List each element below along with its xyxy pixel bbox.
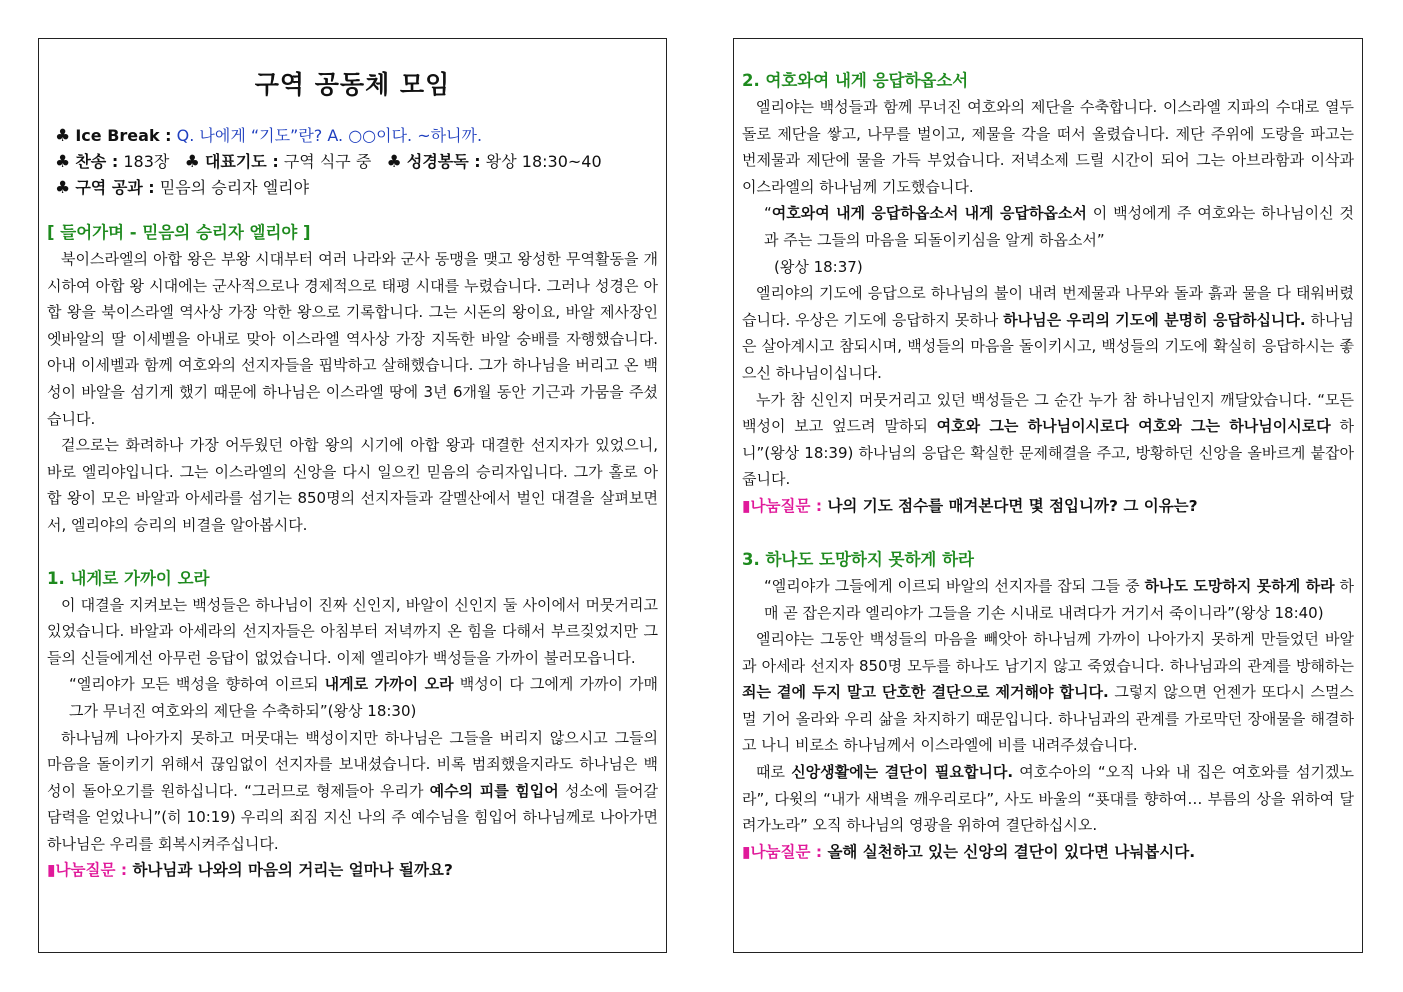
reading-value: 왕상 18:30~40	[485, 152, 602, 171]
quote-text: 이 백성에게 주 여호와는 하나님이신 것과 주는 그들의 마음을 되돌이키심을 알게 하옵소서”	[764, 204, 1354, 249]
quote-emphasis: 하나도 도망하지 못하게 하라	[1144, 576, 1335, 595]
section-1-paragraph-1: 이 대결을 지켜보는 백성들은 하나님이 진짜 신인지, 바알이 신인지 둘 사이에서 머뭇거리고 있었습니다. 바알과 아세라의 선지자들은 아침부터 저녁까지 온 힘을 다해서 부르짖었지만 그들의 신들에게선 아무런 응답이 없었습니다. 이제 엘리야가 백성들을 가까이 불러모읍니다.	[47, 595, 658, 667]
lesson-label: 구역 공과 :	[75, 178, 155, 197]
share-question-2	[742, 493, 1354, 520]
meta-line-2	[55, 149, 658, 175]
share-label: 나눔질문 :	[750, 496, 823, 515]
quote-text: 하매 곧 잡은지라 엘리야가 그들을 기손 시내로 내려다가 거기서 죽이니라”(왕상 18:40)	[764, 576, 1354, 622]
left-page	[38, 38, 667, 953]
quote-emphasis: 내게로 가까이 오라	[324, 675, 454, 694]
club-icon: ♣	[184, 152, 200, 172]
lesson-value: 믿음의 승리자 엘리야	[159, 178, 310, 197]
quote-reference: (왕상 18:37)	[774, 257, 863, 276]
club-icon: ♣	[55, 152, 71, 172]
paragraph-text: 성소에 들어갈 담력을 얻었나니”(히 10:19) 우리의 죄짐 지신 나의 주 예수님을 힘입어 하나님께로 나아가면 하나님은 우리를 회복시켜주십니다.	[47, 781, 658, 853]
section-3-paragraph-2	[742, 759, 1354, 839]
share-question-text: 하나님과 나와의 마음의 거리는 얼마나 될까요?	[132, 861, 453, 880]
spacer	[742, 520, 1354, 546]
spacer	[47, 201, 658, 219]
share-label: 나눔질문 :	[750, 842, 823, 861]
intro-paragraph-1: 북이스라엘의 아합 왕은 부왕 시대부터 여러 나라와 군사 동맹을 맺고 왕성한 무역활동을 개시하여 아합 왕 시대에는 군사적으로나 경제적으로 태평 시대를 누렸습니다. 그러나 성경은 아합 왕을 북이스라엘 역사상 가장 악한 왕으로 기록합니다. 그는 시돈의 왕이요, 바알 제사장인 엣바알의 딸 이세벨을 아내로 맞아 이스라엘 역사상 가장 지독한 바알 숭배를 자행했습니다. 아내 이세벨과 함께 여호와의 선지자들을 핍박하고 살해했습니다. 그가 하나님을 버리고 온 백성이 바알을 섬기게 했기 때문에 하나님은 이스라엘 땅에 3년 6개월 동안 기근과 가뭄을 주셨습니다.	[47, 250, 658, 428]
section-2-quote	[764, 200, 1354, 280]
share-label: 나눔질문 :	[55, 861, 128, 880]
paragraph-emphasis: 하나님은 우리의 기도에 분명히 응답하십니다.	[1003, 310, 1306, 329]
intro-paragraph-2: 겉으로는 화려하나 가장 어두웠던 아합 왕의 시기에 아합 왕과 대결한 선지자가 있었으니, 바로 엘리야입니다. 그는 이스라엘의 신앙을 다시 일으킨 믿음의 승리자입니다. 그가 홀로 아합 왕이 모은 바알과 아세라를 섬기는 850명의 선지자들과 갈멜산에서 벌인 대결을 살펴보면서, 엘리야의 승리의 비결을 알아봅시다.	[47, 436, 658, 534]
paragraph-text: 그렇지 않으면 언젠가 또다시 스멀스멀 기어 올라와 우리 삶을 차지하기 때문입니다. 하나님과의 관계를 가로막던 장애물을 해결하고 나니 비로소 하나님께서 이스라엘에 비를 내려주셨습니다.	[742, 683, 1354, 755]
paragraph-text: 엘리야의 기도에 응답으로 하나님의 불이 내려 번제물과 나무와 돌과 흙과 물을 다 태워버렸습니다. 우상은 기도에 응답하지 못하나	[742, 284, 1354, 329]
section-3-heading: 3. 하나도 도망하지 못하게 하라	[742, 549, 974, 569]
section-2-paragraph-2	[742, 280, 1354, 386]
praise-value: 183장	[123, 152, 170, 171]
right-page	[733, 38, 1363, 953]
paragraph-text: 여호수아의 “오직 나와 내 집은 여호와를 섬기겠노라”, 다윗의 “내가 새벽을 깨우리로다”, 사도 바울의 “푯대를 향하여… 부름의 상을 위하여 달려가노라” 오직 하나님의 영광을 위하여 결단하십시오.	[742, 763, 1355, 835]
praise-label: 찬송 :	[75, 152, 119, 171]
quote-emphasis: 여호와여 내게 응답하옵소서 내게 응답하옵소서	[771, 204, 1087, 223]
reading-label: 성경봉독 :	[406, 152, 481, 171]
quote-text: “엘리야가 모든 백성을 향하여 이르되	[69, 675, 325, 694]
paragraph-text: 누가 참 신인지 머뭇거리고 있던 백성들은 그 순간 누가 참 하나님인지 깨달았습니다. “모든 백성이 보고 엎드려 말하되	[742, 390, 1354, 436]
icebreak-label: Ice Break :	[75, 126, 172, 145]
prayer-label: 대표기도 :	[204, 152, 279, 171]
page-title: 구역 공동체 모임	[254, 70, 451, 99]
quote-text: “	[764, 204, 772, 223]
paragraph-text: 엘리야는 그동안 백성들의 마음을 빼앗아 하나님께 가까이 나아가지 못하게 만들었던 바알과 아세라 선지자 850명 모두를 하나도 남기지 않고 죽였습니다. 하나님과의 관계를 방해하는	[742, 630, 1354, 675]
section-1-paragraph-2	[47, 725, 658, 858]
section-2-paragraph-3	[742, 387, 1354, 493]
quote-text: “엘리야가 그들에게 이르되 바알의 선지자를 잡되 그들 중	[764, 576, 1145, 595]
share-marker-icon: ▮	[742, 496, 751, 515]
paragraph-emphasis: 신앙생활에는 결단이 필요합니다.	[791, 763, 1014, 782]
paragraph-text: 하나님은 살아계시고 참되시며, 백성들의 마음을 돌이키시고, 백성들의 기도에 확실히 응답하시는 좋으신 하나님이십니다.	[742, 310, 1355, 382]
spacer	[47, 539, 658, 565]
icebreak-value: Q. 나에게 “기도”란? A. ○○이다. ~하니까.	[176, 126, 483, 145]
intro-heading: [ 들어가며 - 믿음의 승리자 엘리야 ]	[47, 223, 311, 242]
paragraph-text: 하니”(왕상 18:39) 하나님의 응답은 확실한 문제해결을 주고, 방황하던 신앙을 올바르게 붙잡아줍니다.	[742, 417, 1355, 489]
section-3-paragraph-1	[742, 626, 1354, 759]
meta-icebreak	[55, 123, 658, 149]
share-question-1	[47, 857, 658, 884]
quote-text: 백성이 다 그에게 가까이 가매 그가 무너진 여호와의 제단을 수축하되”(왕상 18:30)	[69, 675, 658, 720]
section-2-paragraph-1: 엘리야는 백성들과 함께 무너진 여호와의 제단을 수축합니다. 이스라엘 지파의 수대로 열두 돌로 제단을 쌓고, 나무를 벌이고, 제물을 각을 떠서 올렸습니다. 제단 주위에 도랑을 파고는 번제물과 제단에 물을 가득 부었습니다. 저녁소제 드릴 시간이 되어 그는 아브라함과 이삭과 이스라엘의 하나님께 기도했습니다.	[742, 98, 1354, 196]
paragraph-text: 때로	[756, 763, 792, 782]
paragraph-emphasis: 죄는 곁에 두지 말고 단호한 결단으로 제거해야 합니다.	[742, 683, 1109, 702]
share-marker-icon: ▮	[742, 842, 751, 861]
share-question-3	[742, 839, 1354, 866]
share-question-text: 올해 실천하고 있는 신앙의 결단이 있다면 나눠봅시다.	[827, 842, 1196, 861]
club-icon: ♣	[55, 126, 71, 146]
club-icon: ♣	[386, 152, 402, 172]
paragraph-text: 하나님께 나아가지 못하고 머뭇대는 백성이지만 하나님은 그들을 버리지 않으시고 그들의 마음을 돌이키기 위해서 끊임없이 선지자를 보내셨습니다. 비록 범죄했을지라도 하나님은 백성이 돌아오기를 원하십니다. “그러므로 형제들아 우리가	[47, 728, 658, 800]
section-1-quote	[69, 671, 658, 724]
section-3-quote	[764, 573, 1354, 626]
share-marker-icon: ▮	[47, 861, 56, 880]
club-icon: ♣	[55, 178, 71, 198]
paragraph-emphasis: 예수의 피를 힘입어	[429, 781, 559, 800]
meta-line-3	[55, 175, 658, 201]
prayer-value: 구역 식구 중	[283, 152, 372, 171]
section-1-heading: 1. 내게로 가까이 오라	[47, 568, 210, 588]
section-2-heading: 2. 여호와여 내게 응답하옵소서	[742, 71, 969, 90]
paragraph-emphasis: 여호와 그는 하나님이시로다 여호와 그는 하나님이시로다	[936, 417, 1331, 436]
share-question-text: 나의 기도 점수를 매겨본다면 몇 점입니까? 그 이유는?	[827, 496, 1198, 515]
